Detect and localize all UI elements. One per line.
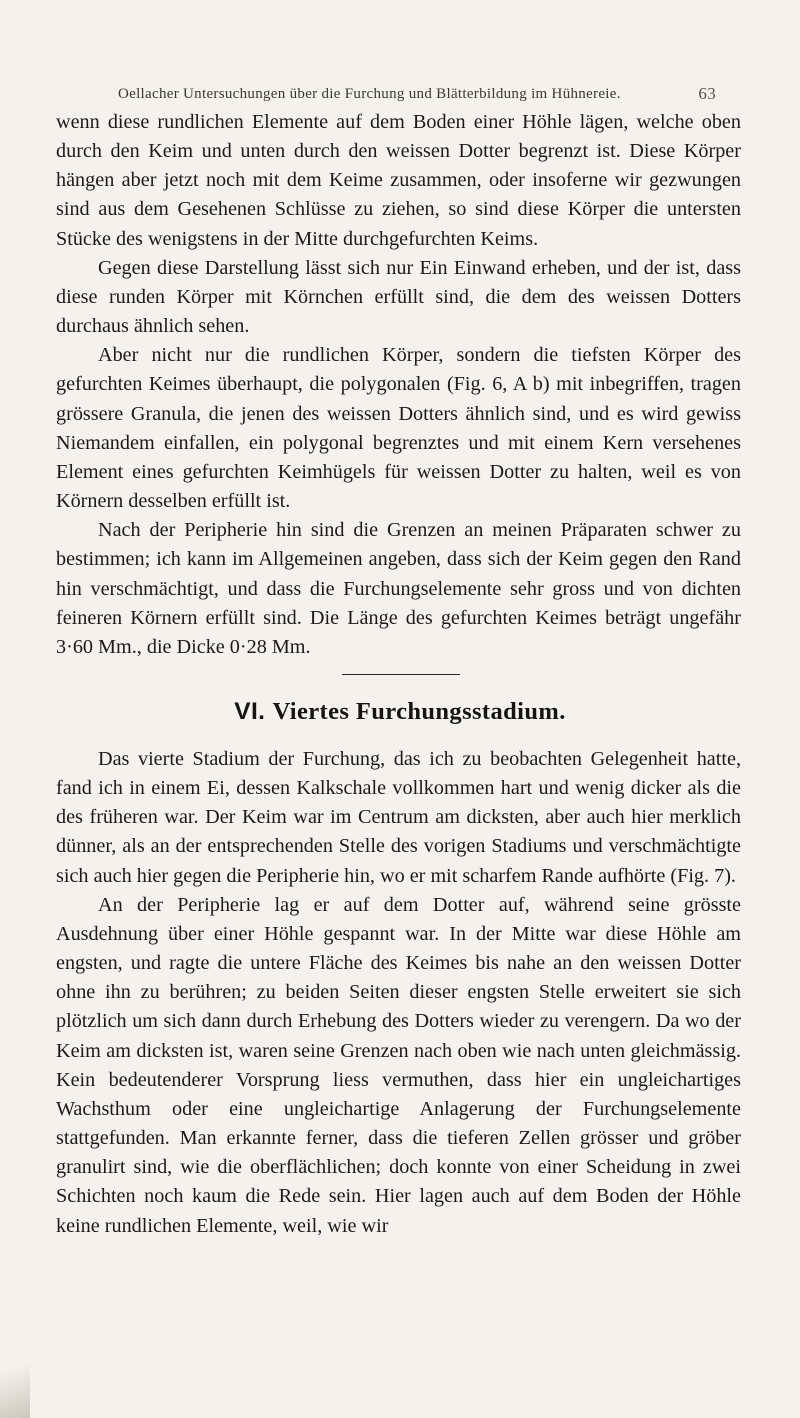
paragraph: An der Peripherie lag er auf dem Dotter auf, während seine grösste Ausdehnung über einer Höhle gespannt war. In der Mitte war diese Höhle am engsten, und ragte die untere Fläche des Keimes bis nahe an den weissen Dotter ohne ihn zu berühren; zu beiden Seiten dieser engsten Stelle erweitert sie sich plötzlich um sich dann durch Erhebung des Dotters wieder zu verengern. Da wo der Keim am dicksten ist, waren seine Grenzen nach oben wie nach unten gleichmässig. Kein bedeutenderer Vorsprung liess vermuthen, dass hier ein ungleichartiges Wachsthum oder eine ungleichartige Anlagerung der Furchungselemente stattgefunden. Man erkannte ferner, dass die tieferen Zellen grösser und gröber granulirt sind, wie die oberflächlichen; doch konnte von einer Scheidung in zwei Schichten noch kaum die Rede sein. Hier lagen auch auf dem Boden der Höhle keine rundlichen Elemente, weil, wie wir — [56, 893, 741, 1237]
text-block-before-section — [56, 108, 741, 662]
running-title: Oellacher Untersuchungen über die Furchung und Blätterbildung im Hühnereie. — [118, 86, 621, 102]
page-number: 63 — [698, 84, 716, 103]
page-edge-shadow — [0, 1358, 30, 1418]
running-header — [118, 86, 716, 110]
section-title: Viertes Furchungsstadium. — [272, 698, 566, 725]
section-divider — [342, 674, 460, 675]
paragraph: Aber nicht nur die rundlichen Körper, sondern die tiefsten Körper des gefurchten Keimes überhaupt, die polygonalen (Fig. 6, A b) mit inbegriffen, tragen grössere Granula, die jenen des weissen Dotters ähnlich sind, und es wird gewiss Niemandem einfallen, ein polygonal begrenztes und mit einem Kern versehenes Element eines gefurchten Keimhügels für weissen Dotter zu halten, weil es von Körnern desselben erfüllt ist. — [56, 344, 741, 513]
section-heading — [0, 698, 800, 726]
paragraph: Nach der Peripherie hin sind die Grenzen an meinen Präparaten schwer zu bestimmen; ich kann im Allgemeinen angeben, dass sich der Keim gegen den Rand hin verschmächtigt, und dass die Furchungselemente sehr gross und von dichten feineren Körnern erfüllt sind. Die Länge des gefurchten Keimes beträgt ungefähr 3·60 Mm., die Dicke 0·28 Mm. — [56, 519, 741, 658]
section-number: VI. — [234, 698, 266, 725]
text-block-after-section — [56, 745, 741, 1241]
paragraph: wenn diese rundlichen Elemente auf dem Boden einer Höhle lägen, welche oben durch den Keim und unten durch den weissen Dotter begrenzt ist. Diese Körper hängen aber jetzt noch mit dem Keime zusammen, oder insoferne wir gezwungen sind aus dem Gesehenen Schlüsse zu ziehen, so sind diese Körper die untersten Stücke des wenigstens in der Mitte durchgefurchten Keims. — [56, 111, 741, 250]
paragraph: Das vierte Stadium der Furchung, das ich zu beobachten Gelegenheit hatte, fand ich in einem Ei, dessen Kalkschale vollkommen hart und wenig dicker als die des früheren war. Der Keim war im Centrum am dicksten, aber auch hier merklich dünner, als an der entsprechenden Stelle des vorigen Stadiums und verschmächtigte sich auch hier gegen die Peripherie hin, wo er mit scharfem Rande aufhörte (Fig. 7). — [56, 748, 741, 887]
paragraph: Gegen diese Darstellung lässt sich nur Ein Einwand erheben, und der ist, dass diese runden Körper mit Körnchen erfüllt sind, die dem des weissen Dotters durchaus ähnlich sehen. — [56, 256, 741, 338]
